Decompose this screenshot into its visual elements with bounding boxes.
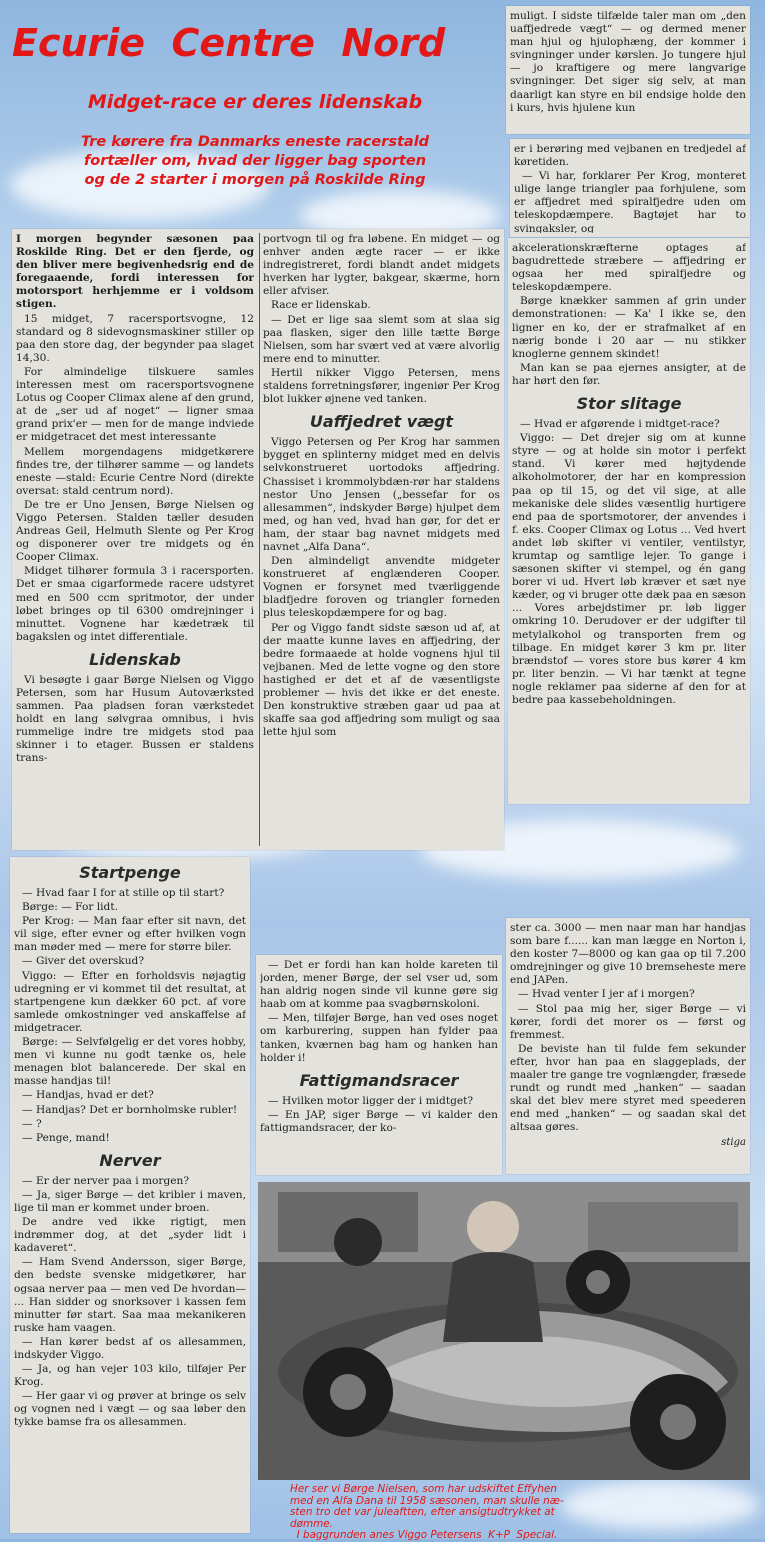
- clipping-top-right-2: [510, 139, 750, 237]
- section-heading: Startpenge: [79, 863, 181, 882]
- intro: [20, 133, 490, 190]
- paragraph: — Det er fordi han kan holde kareten til jorden, mener Børge, der sel vser ud, som han aldrig nogen sinde vil kunne gøre sig haab om at komme paa svagbørnskoloni.: [260, 959, 498, 1011]
- paragraph: 15 midget, 7 racersportsvogne, 12 standard og 8 sidevognsmaskiner stiller op paa den store dag, der begynder paa slaget 14,30.: [16, 312, 254, 364]
- paragraph: — Vi har, forklarer Per Krog, monteret ulige lange triangler paa forhjulene, som er affjedret med spiralfjedre uden om teleskopdæmpere. Bagtøjet har to svingaksler, og: [514, 170, 746, 233]
- paragraph: De beviste han til fulde fem sekunder efter, hvor han paa en slaggeplads, der maaler tre gange tre vognlængder, fræsede rundt og rundt med „hanken“ — saadan skal det blev mere styret med speederen end med „hanken“ — og saadan skal det altsaa gøres.: [510, 1042, 746, 1134]
- paragraph: — Handjas, hvad er det?: [22, 1089, 154, 1102]
- paragraph: — Hvilken motor ligger der i midtget?: [268, 1094, 474, 1107]
- paragraph: — Hvad faar I for at stille op til start?: [22, 887, 225, 899]
- photo-caption: [290, 1484, 750, 1542]
- section-heading: Uaffjedret vægt: [309, 412, 454, 432]
- paragraph: — Handjas? Det er bornholmske rubler!: [22, 1103, 238, 1116]
- subtitle: Midget-race er deres lidenskab: [87, 91, 423, 113]
- clipping-startpenge-nerver: [10, 857, 250, 1533]
- paragraph: Per Krog: — Man faar efter sit navn, det vil sige, efter evner og efter hvilken vogn man møder med — mere for større biler.: [14, 915, 246, 954]
- paragraph: portvogn til og fra løbene. En midget — og enhver anden ægte racer — er ikke indregistreret, fordi blandt andet midgets hverken har lygter, bakgear, skærme, horn eller afviser.: [263, 233, 500, 298]
- paragraph: — Penge, mand!: [22, 1131, 110, 1144]
- paragraph: — Ham Svend Andersson, siger Børge, den bedste svenske midgetkører, har ogsaa nerver paa — men ved De hvordan— ... Han sidder og snorksover i kassen fem minutter før start. Saa maa mekanikeren ruske ham vaagen.: [14, 1256, 246, 1334]
- clipping-top-right-1: [506, 6, 750, 134]
- page-title: Ecurie Centre Nord: [12, 21, 446, 65]
- paragraph: — Giver det overskud?: [22, 955, 145, 968]
- paragraph: Per og Viggo fandt sidste sæson ud af, at der maatte kunne laves en affjedring, der bedre formaaede at holde vognens hjul til vejbanen. Med de lette vogne og den store hastighed er det et af de væsentligste problemer — hvis det ikke er det eneste. Den konstruktive stræben gaar ud paa at skaffe saa god affjedring som muligt og saa lette hjul som: [263, 621, 500, 739]
- paragraph: — Ja, og han vejer 103 kilo, tilføjer Per Krog.: [14, 1363, 246, 1389]
- paragraph: Den almindeligt anvendte midgeter konstrueret af englænderen Cooper. Vognen er forsynet med tværliggende bladfjedre foroven og triangler forneden plus teleskopdæmpere for og bag.: [263, 555, 500, 620]
- paragraph: muligt. I sidste tilfælde taler man om „den uaffjedrede vægt“ — og dermed mener man hjul og hjulophæng, der kommer i svingninger under kørslen. Jo tungere hjul — jo kraftigere og mere langvarige svingninger. Det siger sig selv, at man daarligt kan styre en bil endsige holde den i kurs, hvis hjulene kun: [510, 10, 746, 114]
- column-rule: [259, 233, 260, 846]
- paragraph: Børge knækker sammen af grin under demonstrationen: — Ka' I ikke se, den ligner en ko, der er strafmalket af en nærig bonde i 20 aar — nu stikker knoglerne gennem skindet!: [512, 295, 746, 360]
- paragraph: — Hvad er afgørende i midtget-race?: [520, 418, 720, 431]
- paragraph: — Her gaar vi og prøver at bringe os selv og vognen ned i vægt — og saa løber den tykke bamse fra os allesammen.: [14, 1390, 246, 1429]
- clipping-main: [12, 229, 504, 850]
- section-heading: Stor slitage: [576, 394, 682, 414]
- paragraph: Man kan se paa ejernes ansigter, at de har hørt den før.: [512, 361, 746, 387]
- paragraph: Race er lidenskab.: [271, 299, 371, 312]
- intro-line: Tre kørere fra Danmarks eneste racerstald: [80, 134, 430, 150]
- paragraph: Midget tilhører formula 3 i racersporten. Det er smaa cigarformede racere udstyret med en 500 ccm spritmotor, der under løbet bringes op til 6300 omdrejninger i minuttet. Vognene har kædetræk til bagakslen og intet differentiale.: [16, 565, 254, 643]
- paragraph: For almindelige tilskuere samles interessen mest om racersportsvognene Lotus og Cooper Climax alene af den grund, at de „ser ud af noget“ — ligner smaa grand prix'er — men for de mange indviede er midgetracet det mest interessante: [16, 365, 254, 444]
- paragraph: ster ca. 3000 — men naar man har handjas som bare f...... kan man lægge en Norton i, den koster 7—8000 og kan gaa op til 7.200 omdrejninger og give 10 bremseheste mere end JAPen.: [510, 922, 746, 987]
- clipping-middle: [256, 955, 502, 1175]
- column-2: [263, 233, 500, 846]
- paragraph: Børge: — Selvfølgelig er det vores hobby, men vi kunne nu godt tænke os, hele menagen blot balancerede. Der skal en masse handjas til!: [14, 1036, 246, 1088]
- caption-line: sten tro det var juleaftten, efter ansigtudtrykket at: [290, 1506, 555, 1518]
- intro-line: fortæller om, hvad der ligger bag sporten: [83, 153, 427, 169]
- race-car-photo: [258, 1182, 750, 1480]
- section-heading: Lidenskab: [89, 649, 181, 669]
- clipping-right-bottom: [506, 918, 750, 1174]
- lead-paragraph: I morgen begynder sæsonen paa Roskilde Ring. Det er den fjerde, og den bliver mere begivenhedsrig end de foregaaende, fordi interessen for motorsport herhjemme er i voldsom stigen.: [16, 233, 254, 311]
- paragraph: — Han kører bedst af os allesammen, indskyder Viggo.: [14, 1335, 246, 1361]
- paragraph: — Hvad venter I jer af i morgen?: [518, 988, 695, 1001]
- signature: stiga: [721, 1136, 746, 1148]
- clipping-right: [508, 238, 750, 804]
- paragraph: Børge: — For lidt.: [22, 901, 118, 914]
- paragraph: De andre ved ikke rigtigt, men indrømmer dog, at det „syder lidt i kadaveret“.: [14, 1216, 246, 1255]
- section-heading: Nerver: [99, 1150, 161, 1170]
- paragraph: De tre er Uno Jensen, Børge Nielsen og Viggo Petersen. Stalden tæller desuden Andreas Geil, Helmuth Slente og Per Krog og disponerer over tre midgets og én Cooper Climax.: [16, 498, 254, 564]
- caption-line: Her ser vi Børge Nielsen, som har udskiftet Effyhen: [290, 1483, 557, 1495]
- paragraph: Mellem morgendagens midgetkørere findes tre, der tilhører samme — og landets eneste —stald: Ecurie Centre Nord (direkte oversat: stald centrum nord).: [16, 445, 254, 497]
- paragraph: — Men, tilføjer Børge, han ved oses noget om karburering, suppen han fylder paa tanken, kværnen bag ham og hanken han holder i!: [260, 1012, 498, 1064]
- paragraph: — Stol paa mig her, siger Børge — vi kører, fordi det morer os — først og fremmest.: [510, 1002, 746, 1041]
- paragraph: — ?: [22, 1117, 42, 1130]
- caption-line: dømme.: [290, 1517, 333, 1530]
- paragraph: Hertil nikker Viggo Petersen, mens staldens forretningsfører, ingeniør Per Krog blot lukker øjnene ved tanken.: [263, 366, 500, 406]
- paragraph: — En JAP, siger Børge — vi kalder den fattigmandsracer, der ko-: [260, 1108, 498, 1134]
- intro-line: og de 2 starter i morgen på Roskilde Ring: [84, 172, 426, 188]
- paragraph: Viggo: — Det drejer sig om at kunne styre — og at holde sin motor i perfekt stand. Vi kører med højtydende alkoholmotorer, der har en kompression paa op til 15, og det vil sige, at alle mekaniske dele slides væsentlig hurtigere end paa de sportsmotorer, der anvendes i f. eks. Cooper Climax og Lotus ... Ved hvert andet løb skifter vi ventiler, ventilstyr, krumtap og samtlige lejer. To gange i sæsonen skifter vi stempel, og én gang borer vi ud. Hvert løb kræver et sæt nye kæder, og vi bruger otte dæk paa en sæson ... Vores arbejdstimer pr. løb ligger omkring 10. Derudover er der udgifter til metylalkohol og transporten frem og tilbage. En midget kører 3 km pr. liter brændstof — vores store bus kører 4 km pr. liter benzin. — Vi har tænkt at tegne nogle reklamer paa siderne af den for at bedre paa kassebeholdningen.: [512, 432, 746, 706]
- paragraph: er i berøring med vejbanen en tredjedel af køretiden.: [514, 143, 746, 169]
- paragraph: Vi besøgte i gaar Børge Nielsen og Viggo Petersen, som har Husum Autoværksted sammen. Paa pladsen foran værkstedet holdt en lang sølvgraa omnibus, i hvis rummelige indre tre midgets stod paa skinner i to etager. Bussen er staldens trans-: [16, 673, 254, 765]
- paragraph: Viggo Petersen og Per Krog har sammen bygget en splinterny midget med en delvis selvkonstrueret uortodoks affjedring. Chassiset i krommolybdæn-rør har staldens nestor Uno Jensen („bessefar for os allesammen“, indskyder Børge) hjulpet dem med, og han ved, hvad han gør, for det er ham, der staar bag navnet midgets med navnet „Alfa Dana“.: [263, 436, 500, 553]
- paragraph: — Ja, siger Børge — det kribler i maven, lige til man er kommet under broen.: [14, 1188, 246, 1214]
- midget-race-car-image: [258, 1182, 750, 1480]
- caption-line: I baggrunden anes Viggo Petersens K+P Special.: [290, 1529, 558, 1541]
- paragraph: — Det er lige saa slemt som at slaa sig paa flasken, siger den lille tætte Børge Nielsen, som har svært ved at være alvorlig mere end to minutter.: [263, 313, 500, 365]
- caption-line: med en Alfa Dana til 1958 sæsonen, man skulle næ-: [290, 1494, 564, 1507]
- section-heading: Fattigmandsracer: [299, 1070, 459, 1090]
- paragraph: akcelerationskræfterne optages af bagudrettede stræbere — affjedring er ogsaa her med spiralfjedre og teleskopdæmpere.: [512, 242, 746, 294]
- paragraph: — Er der nerver paa i morgen?: [22, 1174, 190, 1187]
- paragraph: Viggo: — Efter en forholdsvis nøjagtig udregning er vi kommet til det resultat, at startpengene kun dækker 60 pct. af vore samlede omkostninger ved anskaffelse af midgetracer.: [14, 969, 246, 1034]
- column-1: [16, 233, 254, 846]
